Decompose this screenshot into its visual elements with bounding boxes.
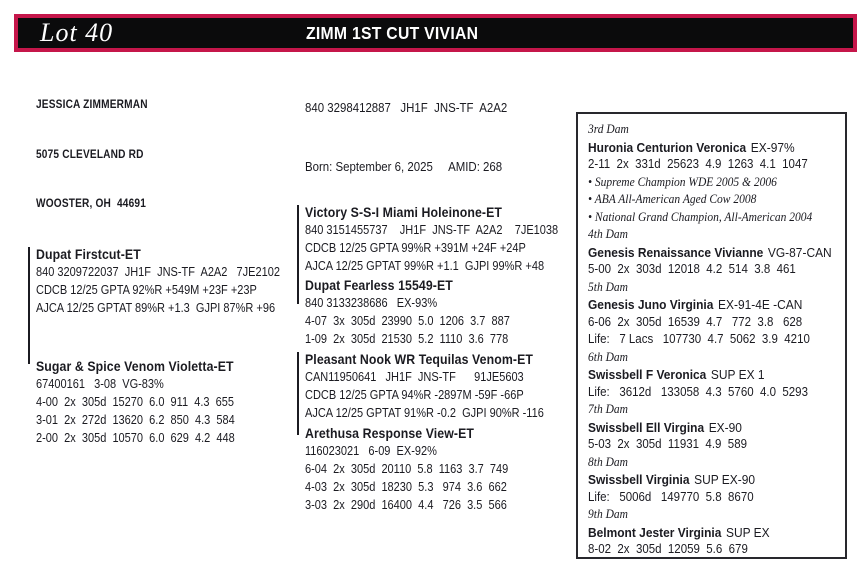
dam-name-line [588,139,839,157]
dam-generation-label: 9th Dam [588,507,628,521]
consignor-city: WOOSTER, OH 44691 [36,198,147,210]
lactation-record: 5-00 2x 303d 12018 4.2 514 3.8 461 [588,262,796,276]
dam-name-line [588,366,839,384]
paternal-grandsire-name: Victory S-S-I Miami Holeinone-ET [305,204,503,220]
registration-line: 840 3298412887 JH1F JNS-TF A2A2 [305,100,508,115]
dam-generation-label: 7th Dam [588,402,628,416]
lactation-record: 1-09 2x 305d 21530 5.2 1110 3.6 778 [305,332,509,346]
cdcb-proof: CDCB 12/25 GPTA 94%R -2897M -59F -66P [305,388,524,402]
dam-score: EX-91-4E -CAN [718,297,803,312]
paternal-granddam-block [305,276,510,348]
dam-name: Swissbell Ell Virgina [588,419,705,435]
dam-generation-label: 3rd Dam [588,122,629,136]
sire-block [36,245,280,317]
pedigree-bracket-line [28,247,30,364]
dam-name: Genesis Juno Virginia [588,297,714,312]
paternal-grandsire-block [305,203,558,275]
maternal-grandsire-block [305,350,544,422]
dam-score: SUP EX 1 [710,367,765,382]
lactation-record: 4-03 2x 305d 18230 5.3 974 3.6 662 [305,480,507,494]
dam-score: SUP EX [725,524,770,540]
dam-name: Sugar & Spice Venom Violetta-ET [36,358,234,374]
animal-name-title: ZIMM 1ST CUT VIVIAN [306,23,479,43]
consignor-address: 5075 CLEVELAND RD [36,148,144,161]
lactation-record: 8-02 2x 305d 12059 5.6 679 [588,542,748,556]
consignor-name: JESSICA ZIMMERMAN [36,99,148,111]
sire-name: Dupat Firstcut-ET [36,246,141,262]
lifetime-record: Life: 7 Lacs 107730 4.7 5062 3.9 4210 [588,332,810,346]
dam-name-line [588,524,839,542]
lactation-record: 6-06 2x 305d 16539 4.7 772 3.8 628 [588,314,803,329]
dam-score: VG-87-CAN [767,244,832,260]
dam-name: Swissbell F Veronica [588,367,707,382]
dam-line-box [576,112,847,559]
sire-ajca-proof: AJCA 12/25 GPTAT 89%R +1.3 GJPI 87%R +96 [36,301,276,315]
dam-generation-label: 5th Dam [588,279,628,294]
dam-registration: 67400161 3-08 VG-83% [36,377,164,391]
lifetime-record: Life: 5006d 149770 5.8 8670 [588,489,754,504]
registration-line: CAN11950641 JH1F JNS-TF 91JE5603 [305,370,524,384]
sire-registration: 840 3209722037 JH1F JNS-TF A2A2 7JE2102 [36,265,280,279]
lactation-record: 3-01 2x 272d 13620 6.2 850 4.3 584 [36,413,235,427]
achievement-note: • Supreme Champion WDE 2005 & 2006 [588,174,777,189]
lactation-record: 5-03 2x 305d 11931 4.9 589 [588,437,748,451]
dam-name: Swissbell Virginia [588,472,690,487]
cdcb-proof: CDCB 12/25 GPTA 99%R +391M +24F +24P [305,241,526,255]
dam-name: Genesis Renaissance Vivianne [588,244,764,260]
lifetime-record: Life: 3612d 133058 4.3 5760 4.0 5293 [588,384,808,399]
dam-name-line [588,419,839,437]
dam-generation-label: 6th Dam [588,349,628,364]
dam-score: SUP EX-90 [694,472,756,487]
dam-name-line [588,296,839,314]
dam-score: EX-90 [708,419,742,435]
pedigree-bracket-line [297,205,299,304]
born-line: Born: September 6, 2025 AMID: 268 [305,158,503,174]
lactation-record: 3-03 2x 290d 16400 4.4 726 3.5 566 [305,498,507,512]
dam-generation-label: 4th Dam [588,227,628,241]
dam-name-line [588,471,839,489]
maternal-granddam-block [305,424,508,514]
lactation-record: 2-11 2x 331d 25623 4.9 1263 4.1 1047 [588,157,808,171]
achievement-note: • ABA All-American Aged Cow 2008 [588,192,757,206]
dam-name-line [588,244,839,262]
paternal-granddam-name: Dupat Fearless 15549-ET [305,277,453,293]
animal-registration-block [305,59,507,215]
lactation-record: 6-04 2x 305d 20110 5.8 1163 3.7 749 [305,462,509,476]
registration-line: 116023021 6-09 EX-92% [305,444,437,458]
ajca-proof: AJCA 12/25 GPTAT 91%R -0.2 GJPI 90%R -116 [305,406,544,420]
lactation-record: 4-00 2x 305d 15270 6.0 911 4.3 655 [36,395,234,409]
lactation-record: 2-00 2x 305d 10570 6.0 629 4.2 448 [36,431,235,445]
lot-number: Lot 40 [40,18,114,47]
dam-line-list [588,121,839,559]
dam-name: Huronia Centurion Veronica [588,139,747,155]
dam-block [36,357,235,447]
dam-name: Belmont Jester Virginia [588,524,722,540]
maternal-granddam-name: Arethusa Response View-ET [305,425,475,441]
pedigree-bracket-line [297,352,299,435]
dam-generation-label: 8th Dam [588,454,628,469]
registration-line: 840 3133238686 EX-93% [305,296,438,310]
ajca-proof: AJCA 12/25 GPTAT 99%R +1.1 GJPI 99%R +48 [305,259,545,273]
dam-score: EX-97% [750,139,795,155]
lactation-record: 4-07 3x 305d 23990 5.0 1206 3.7 887 [305,314,510,328]
header-bar [14,14,857,52]
maternal-grandsire-name: Pleasant Nook WR Tequilas Venom-ET [305,351,533,367]
registration-line: 840 3151455737 JH1F JNS-TF A2A2 7JE1038 [305,223,559,237]
sire-cdcb-proof: CDCB 12/25 GPTA 92%R +549M +23F +23P [36,283,257,297]
achievement-note: • National Grand Champion, All-American 2004 [588,209,813,224]
consignor-block [36,64,148,246]
